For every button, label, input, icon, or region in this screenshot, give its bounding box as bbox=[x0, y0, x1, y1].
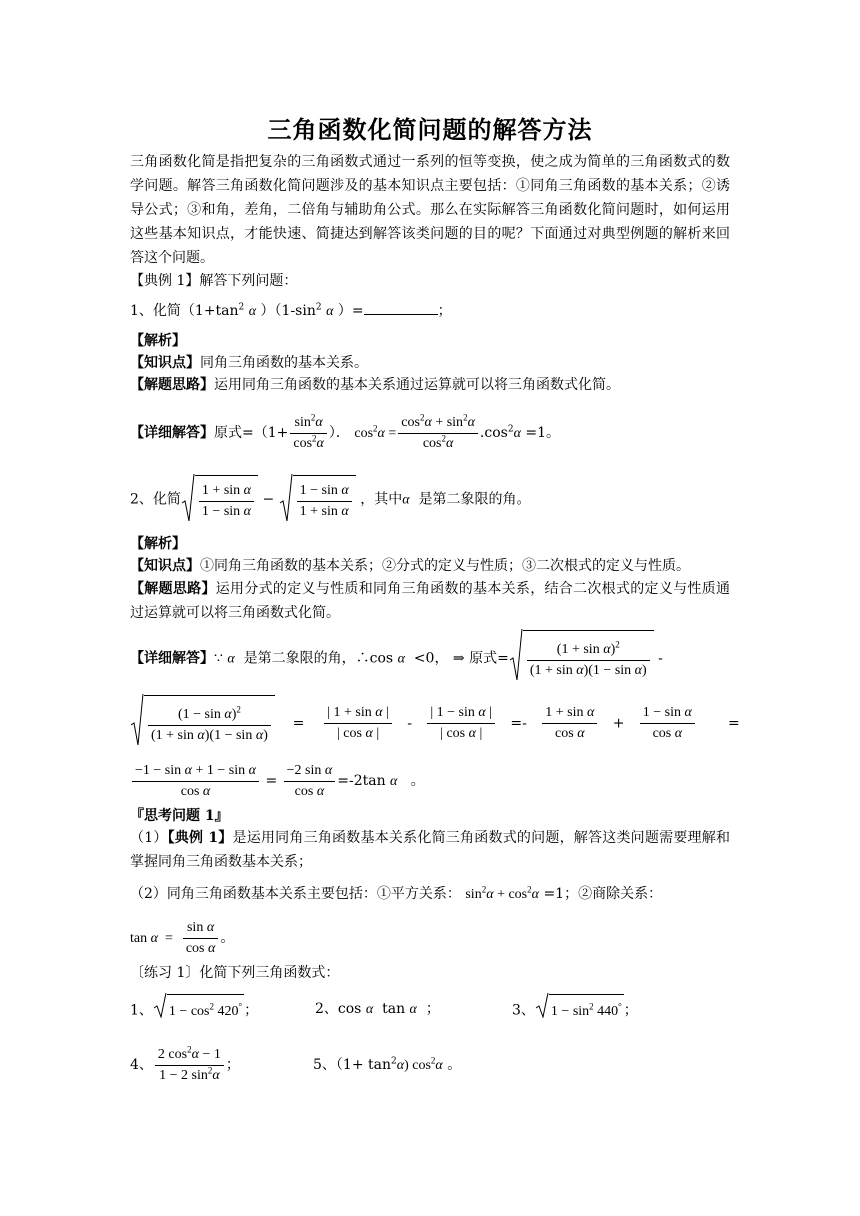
fraction-abs-2: $\frac{\text{| 1 − sin α |}}{\text{| cos α |}}$ bbox=[427, 703, 495, 744]
q1-tail: ； bbox=[437, 303, 452, 319]
detail1-b: ）． bbox=[328, 425, 350, 441]
final-result: =-2tan bbox=[337, 773, 386, 789]
idea-label-1: 【解题思路】 bbox=[130, 377, 214, 393]
detail1-c: .cos bbox=[479, 425, 508, 441]
intro-paragraph: 三角函数化简是指把复杂的三角函数式通过一系列的恒等变换，使之成为简单的三角函数式的数学问题。解答三角函数化简问题涉及的基本知识点主要包括：①同角三角函数的基本关系；②诱导公式；③和角，差角，二倍角与辅助角公式。那么在实际解答三角函数化简问题时，如何运用这些基本知识点，才能快速、简捷达到解答该类问题的目的呢？下面通过对典型例题的解析来回答这个问题。 bbox=[130, 154, 730, 266]
detail2-b: 是第二象限的角，∴cos bbox=[243, 650, 394, 667]
ex2-label: 2、cos bbox=[315, 1001, 362, 1017]
because-symbol: ∵ bbox=[214, 650, 223, 667]
kp-text-1: 同角三角函数的基本关系。 bbox=[200, 355, 368, 371]
detail-label-2: 【详细解答】 bbox=[130, 650, 214, 667]
ex2-end: ； bbox=[425, 1001, 440, 1017]
knowledge-point-2 bbox=[130, 555, 690, 577]
exercise-heading: 〔练习 1〕化简下列三角函数式： bbox=[130, 965, 340, 981]
ex1-label: 1、 bbox=[130, 1002, 153, 1019]
ex5-label: 5、（1+ tan bbox=[313, 1057, 391, 1073]
radical-q2-a: $\frac{\text{1 + sin α}}{\text{1 − sin α}}$ bbox=[181, 475, 258, 524]
radical-ex1: $1 - \cos^2 420^\circ$ bbox=[153, 994, 244, 1027]
detail-solution-2: 【详细解答】∵ α 是第二象限的角，∴cos α <0， ⇒ 原式= $\frac{(1 + \sin \alpha)^2}{\text{(1 + sin α)(1 − sin α)}}$ - bbox=[130, 630, 663, 687]
think-paragraph-1 bbox=[130, 826, 730, 874]
kp-text-2: ①同角三角函数的基本关系；②分式的定义与性质；③二次根式的定义与性质。 bbox=[200, 558, 690, 574]
q2-end: 是第二象限的角。 bbox=[418, 491, 531, 508]
analysis-heading-1: 【解析】 bbox=[130, 333, 186, 349]
fraction-pythag: $\frac{\cos^2\alpha + \sin^2\alpha}{\cos^2\alpha}$ bbox=[398, 413, 478, 454]
fraction-step-3b: $\frac{\text{1 − sin α}}{\text{cos α}}$ bbox=[640, 703, 695, 744]
fraction-tan: $\frac{\text{sin α}}{\text{cos α}}$ bbox=[183, 918, 219, 959]
exercise-item-1 bbox=[130, 994, 258, 1027]
detail1-d: =1。 bbox=[525, 425, 561, 441]
detail-solution-2-final: $\frac{\text{−1 − sin α + 1 − sin α}}{\text{cos α}}$ = $\frac{\text{−2 sin α}}{\text{cos α}}$ =-2tan α 。 bbox=[130, 757, 425, 806]
think-p2-b: =1；②商除关系： bbox=[543, 886, 663, 902]
q2-prefix: 2、化简 bbox=[130, 491, 181, 508]
final-end: 。 bbox=[410, 773, 425, 789]
q1-mid: ）（1-sin bbox=[260, 303, 316, 319]
example1-heading-text: 解答下列问题： bbox=[199, 273, 298, 289]
ex3-label: 3、 bbox=[512, 1002, 535, 1019]
think-p1-c: 是运用同角三角函数基本关系化简三角函数式的问题，解答这类问题需要理解和掌握同角三角函数基本关系； bbox=[130, 830, 730, 870]
example1-heading-label: 【典例 1】 bbox=[130, 273, 200, 289]
think-heading: 『思考问题 1』 bbox=[130, 808, 229, 824]
exercise-item-5: 5、$(1+ \tan^2\alpha)$ $\cos^2\alpha$ 。 bbox=[313, 1055, 462, 1073]
exercise-item-4 bbox=[130, 1042, 240, 1088]
q1-prefix: 1、化简（1+tan bbox=[130, 303, 239, 319]
fraction-step-3a: $\frac{\text{1 + sin α}}{\text{cos α}}$ bbox=[542, 703, 597, 744]
fraction-ex4: $\frac{2 \cos^2\alpha - 1}{1 - 2 \sin^2\alpha}$ bbox=[155, 1045, 224, 1086]
page-title: 三角函数化简问题的解答方法 bbox=[267, 115, 593, 144]
ex1-end: ； bbox=[244, 1002, 259, 1019]
radical-q2-b: $\frac{\text{1 − sin α}}{\text{1 + sin α}}$ bbox=[279, 475, 356, 524]
fraction-step-5: $\frac{\text{−2 sin α}}{\text{cos α}}$ bbox=[284, 761, 336, 802]
fraction-sin2-cos2: $\frac{\sin^2\alpha}{\cos^2\alpha}$ bbox=[290, 413, 327, 454]
ex4-end: ； bbox=[225, 1057, 240, 1073]
radical-step-2: $\frac{(1 - \sin \alpha)^2}{\text{(1 + sin α)(1 − sin α)}}$ bbox=[130, 695, 275, 752]
exercise-item-2: 2、cos α tan α ； bbox=[315, 1001, 440, 1017]
idea-text-1: 运用同角三角函数的基本关系通过运算就可以将三角函数式化简。 bbox=[214, 377, 620, 393]
radical-step-1: $\frac{(1 + \sin \alpha)^2}{\text{(1 + sin α)(1 − sin α)}}$ bbox=[509, 630, 654, 687]
think-p2-a: （2）同角三角函数基本关系主要包括：①平方关系： bbox=[130, 886, 461, 902]
think-p3-end: 。 bbox=[220, 930, 235, 946]
detail1-a: 原式=（1+ bbox=[214, 425, 289, 441]
detail2-d: ⇒ 原式= bbox=[452, 650, 509, 667]
think-paragraph-3: tan α = $\frac{\text{sin α}}{\text{cos α}}$ 。 bbox=[130, 915, 234, 962]
example1-heading bbox=[130, 270, 297, 292]
analysis-heading-2: 【解析】 bbox=[130, 536, 186, 552]
kp-label-1: 【知识点】 bbox=[130, 355, 200, 371]
solution-idea-1 bbox=[130, 374, 620, 396]
detail2-c: <0， bbox=[413, 650, 449, 667]
knowledge-point-1 bbox=[130, 352, 368, 374]
think-p1-a: （1） bbox=[130, 830, 168, 846]
solution-idea-2 bbox=[130, 577, 730, 625]
fraction-abs-1: $\frac{\text{| 1 + sin α |}}{\text{| cos α |}}$ bbox=[324, 703, 392, 744]
q2-suffix: ，其中 bbox=[360, 491, 403, 508]
ex5-end: 。 bbox=[447, 1057, 462, 1073]
fraction-step-4: $\frac{\text{−1 − sin α + 1 − sin α}}{\text{cos α}}$ bbox=[132, 761, 259, 802]
idea-text-2: 运用分式的定义与性质和同角三角函数的基本关系，结合二次根式的定义与性质通过运算就可以将三角函数式化简。 bbox=[130, 581, 731, 621]
detail-solution-2-cont: $\frac{(1 - \sin \alpha)^2}{\text{(1 + sin α)(1 − sin α)}}$ = $\frac{\text{| 1 + sin α |}}{\text{| cos α |}}$ - $\frac{\text{| 1 − sin α |}}{\text{| cos α |}}$ =- $\frac{\text{1 + sin α}}{\text{cos α}}$ + $\frac{\text{1 − sin α}}{\text{cos α}}$ = bbox=[130, 695, 735, 752]
radical-ex3: $1 - \sin^2 440^\circ$ bbox=[535, 994, 624, 1027]
kp-label-2: 【知识点】 bbox=[130, 558, 200, 574]
q1-end: ）= bbox=[337, 303, 364, 319]
ex3-end: ； bbox=[623, 1002, 638, 1019]
question-1: 1、化简（$1+\tan^2$ α ）（$1-\sin^2$ α ）= ； bbox=[130, 300, 452, 323]
ex2-mid: tan bbox=[382, 1001, 406, 1017]
exercise-item-3 bbox=[512, 994, 638, 1027]
ex4-label: 4、 bbox=[130, 1057, 153, 1073]
answer-blank[interactable] bbox=[364, 300, 438, 315]
detail-label-1: 【详细解答】 bbox=[130, 425, 214, 441]
think-paragraph-2: （2）同角三角函数基本关系主要包括：①平方关系： $\sin^2\alpha + \cos^2\alpha =1$；②商除关系： bbox=[130, 884, 663, 902]
think-p1-b: 【典例 1】 bbox=[167, 830, 233, 846]
idea-label-2: 【解题思路】 bbox=[130, 581, 216, 597]
detail-solution-1: 【详细解答】原式=（1+ $\frac{\sin^2\alpha}{\cos^2\alpha}$ ）． $\cos^2\alpha$ = $\frac{\cos^2\alpha + \sin^2\alpha}{\cos^2\alpha}$ $.\cos^2\alpha =1$。 bbox=[130, 410, 560, 457]
question-2: 2、化简 $\frac{\text{1 + sin α}}{\text{1 − sin α}}$ − $\frac{\text{1 − sin α}}{\text{1 + sin α}}$ ，其中α 是第二象限的角。 bbox=[130, 475, 530, 524]
